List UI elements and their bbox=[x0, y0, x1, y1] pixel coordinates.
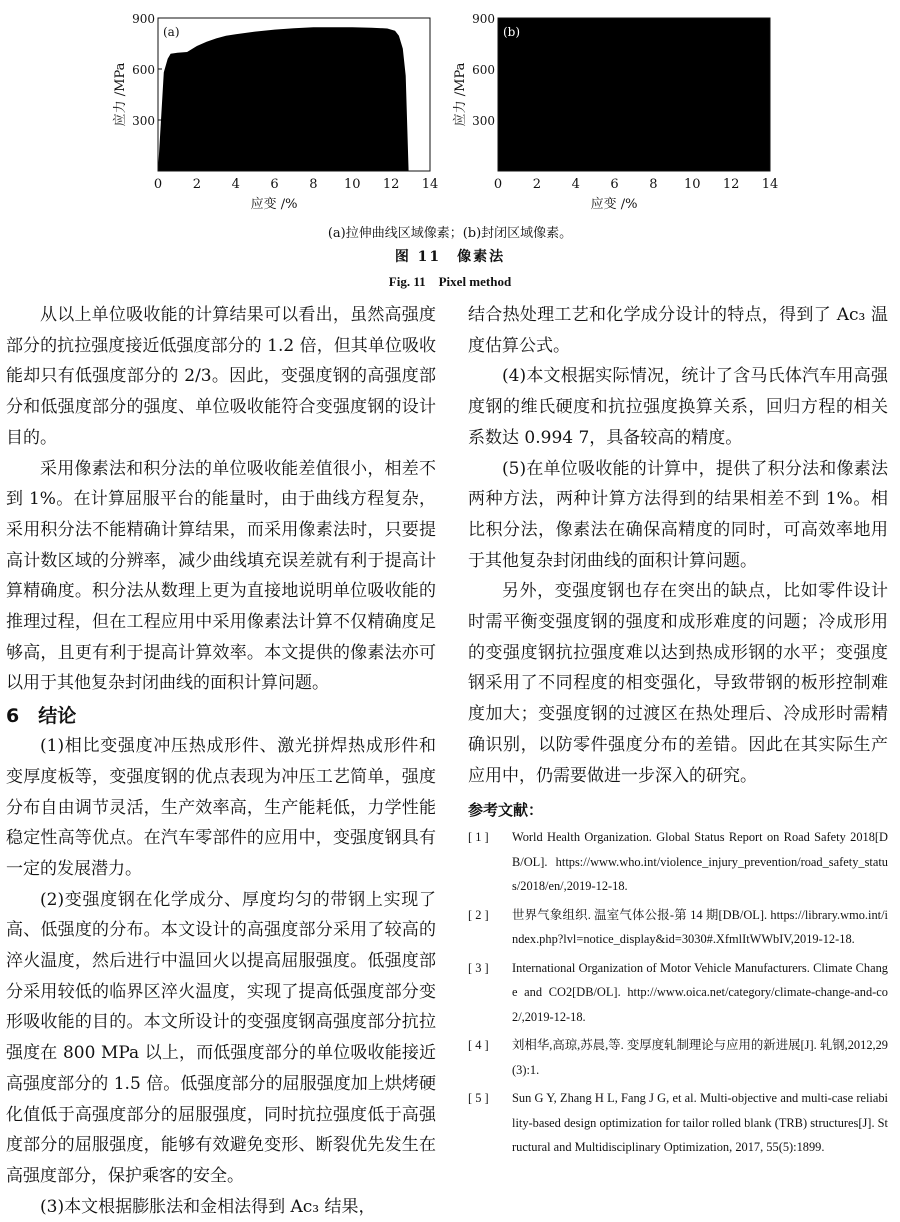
x-tick-label: 10 bbox=[684, 177, 701, 192]
x-tick-label: 4 bbox=[571, 177, 580, 192]
x-tick-label: 14 bbox=[761, 177, 779, 192]
conclusion-item-1: (1)相比变强度冲压热成形件、激光拼焊热成形件和变厚度板等，变强度钢的优点表现为冲压工艺简单，强度分布自由调节灵活，生产效率高，生产能耗低，力学性能稳定性高等优点。在汽车零部件的应用中，变强度钢具有一定的发展潜力。 bbox=[6, 736, 436, 879]
reference-number: [ 3 ] bbox=[468, 960, 489, 975]
x-tick-label: 2 bbox=[532, 177, 541, 192]
figure-subcaption: (a)拉伸曲线区域像素；(b)封闭区域像素。 bbox=[327, 226, 573, 241]
panel-b-ylabel: 应力 /MPa bbox=[453, 62, 468, 127]
y-tick-label: 900 bbox=[472, 12, 495, 26]
x-tick-label: 10 bbox=[344, 177, 361, 192]
reference-item bbox=[468, 903, 888, 952]
conclusion-item-3-end: 结合热处理工艺和化学成分设计的特点，得到了 Ac₃ 温度估算公式。 bbox=[468, 305, 888, 356]
left-column bbox=[6, 300, 436, 1222]
reference-number: [ 4 ] bbox=[468, 1038, 489, 1053]
y-tick-label: 300 bbox=[472, 114, 495, 128]
figure-caption-en: Fig. 11 Pixel method bbox=[388, 274, 512, 289]
right-column bbox=[468, 300, 888, 1164]
x-tick-label: 12 bbox=[722, 177, 740, 192]
x-tick-label: 14 bbox=[421, 177, 439, 192]
x-tick-label: 12 bbox=[382, 177, 400, 192]
section-heading-conclusion: 6 结论 bbox=[6, 705, 77, 728]
x-tick-label: 4 bbox=[231, 177, 240, 192]
conclusion-item-3-start: (3)本文根据膨胀法和金相法得到 Ac₃ 结果， bbox=[40, 1196, 376, 1217]
y-tick-label: 600 bbox=[472, 63, 495, 77]
x-tick-label: 8 bbox=[649, 177, 658, 192]
x-tick-label: 2 bbox=[192, 177, 201, 192]
chart-panel-b bbox=[440, 8, 790, 218]
panel-b-label: (b) bbox=[503, 25, 521, 39]
reference-item bbox=[468, 1033, 888, 1082]
reference-text: World Health Organization. Global Status Report on Road Safety 2018[DB/OL]. https://www.who.int/violence_injury_prevention/road_safety_status/2018/en/,2019-12-18. bbox=[512, 830, 888, 894]
x-tick-label: 6 bbox=[610, 177, 619, 192]
chart-panel-a bbox=[100, 8, 450, 218]
paragraph: 采用像素法和积分法的单位吸收能差值很小，相差不到 1%。在计算屈服平台的能量时，由于曲线方程复杂，采用积分法不能精确计算结果，而采用像素法时，只要提高计数区域的分辨率，减少曲线填充误差就有利于提高计算精确度。积分法从数理上更为直接地说明单位吸收能的推理过程，但在工程应用中采用像素法计算不仅精确度足够高，且更有利于提高计算效率。本文提供的像素法亦可以用于其他复杂封闭曲线的面积计算问题。 bbox=[6, 458, 436, 694]
conclusion-item-5: (5)在单位吸收能的计算中，提供了积分法和像素法两种方法，两种计算方法得到的结果相差不到 1%。相比积分法，像素法在确保高精度的同时，可高效率地用于其他复杂封闭曲线的面积计算问题。 bbox=[468, 458, 888, 571]
conclusion-item-2: (2)变强度钢在化学成分、厚度均匀的带钢上实现了高、低强度的分布。本文设计的高强度部分采用了较高的淬火温度，然后进行中温回火以提高屈服强度。低强度部分采用较低的临界区淬火温度，实现了提高低强度部分变形吸收能的目的。本文所设计的变强度钢高强度部分抗拉强度在 800 MPa 以上，而低强度部分的单位吸收能接近高强度部分的 1.5 倍。低强度部分的屈服强度加上烘烤硬化值低于高强度部分的屈服强度，同时抗拉强度低于高强度部分的屈服强度，能够有效避免变形、断裂优先发生在高强度部分，保护乘客的安全。 bbox=[6, 889, 436, 1186]
reference-number: [ 2 ] bbox=[468, 907, 489, 922]
x-tick-label: 8 bbox=[309, 177, 318, 192]
panel-a-ylabel: 应力 /MPa bbox=[113, 62, 128, 127]
paragraph: 另外，变强度钢也存在突出的缺点，比如零件设计时需平衡变强度钢的强度和成形难度的问题；冷成形用的变强度钢抗拉强度难以达到热成形钢的水平；变强度钢采用了不同程度的相变强化，导致带钢的板形控制难度加大；变强度钢的过渡区在热处理后、冷成形时需精确识别，以防零件强度分布的差错。因此在其实际生产应用中，仍需要做进一步深入的研究。 bbox=[468, 581, 888, 786]
x-tick-label: 0 bbox=[493, 177, 503, 192]
panel-a-area bbox=[158, 27, 409, 171]
x-tick-label: 6 bbox=[270, 177, 279, 192]
references-heading: 参考文献： bbox=[468, 801, 544, 820]
paragraph: 从以上单位吸收能的计算结果可以看出，虽然高强度部分的抗拉强度接近低强度部分的 1.2 倍，但其单位吸收能却只有低强度部分的 2/3。因此，变强度钢的高强度部分和低强度部分的强度、单位吸收能符合变强度钢的设计目的。 bbox=[6, 305, 436, 448]
y-tick-label: 900 bbox=[132, 12, 155, 26]
panel-a-label: (a) bbox=[163, 25, 180, 39]
figure-caption-cn: 图 11 像素法 bbox=[394, 249, 506, 265]
conclusion-item-4: (4)本文根据实际情况，统计了含马氏体汽车用高强度钢的维氏硬度和抗拉强度换算关系，回归方程的相关系数达 0.994 7，具备较高的精度。 bbox=[468, 366, 888, 448]
x-tick-label: 0 bbox=[153, 177, 163, 192]
reference-item bbox=[468, 1086, 888, 1160]
reference-number: [ 1 ] bbox=[468, 830, 489, 845]
reference-text: Sun G Y, Zhang H L, Fang J G, et al. Multi-objective and multi-case reliability-based design optimization for tailor rolled blank (TRB) structures[J]. Structural and Multidisciplinary Optimization, 2017, 55(5):1899. bbox=[512, 1091, 888, 1155]
reference-item bbox=[468, 825, 888, 899]
panel-a-xlabel: 应变 /% bbox=[250, 197, 298, 212]
panel-b-area bbox=[498, 18, 770, 171]
reference-text: International Organization of Motor Vehicle Manufacturers. Climate Change and CO2[DB/OL]. http://www.oica.net/category/climate-change-and-co2/,2019-12-18. bbox=[512, 960, 888, 1024]
reference-item bbox=[468, 956, 888, 1030]
y-tick-label: 600 bbox=[132, 63, 155, 77]
reference-text: 世界气象组织. 温室气体公报-第 14 期[DB/OL]. https://library.wmo.int/index.php?lvl=notice_display&id=3030#.XfmlItWWbIV,2019-12-18. bbox=[512, 907, 888, 947]
reference-text: 刘相华,高琼,苏晨,等. 变厚度轧制理论与应用的新进展[J]. 轧钢,2012,29(3):1. bbox=[512, 1038, 888, 1077]
reference-number: [ 5 ] bbox=[468, 1091, 489, 1106]
y-tick-label: 300 bbox=[132, 114, 155, 128]
reference-list bbox=[468, 825, 888, 1160]
panel-b-xlabel: 应变 /% bbox=[590, 197, 638, 212]
